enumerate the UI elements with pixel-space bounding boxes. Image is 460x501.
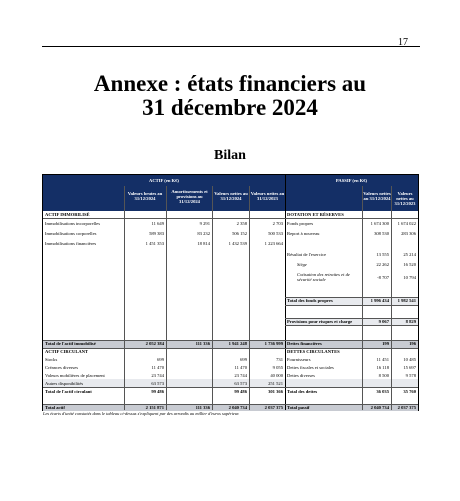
actif-total-value: 111 336 (195, 405, 210, 410)
actif-immo-row-value: 506 152 (232, 231, 247, 236)
passif-row-label: Résultat de l'exercice (287, 252, 327, 257)
row-line (43, 348, 418, 349)
actif-immo-row-value: 1 223 664 (264, 241, 283, 246)
passif-dettes-row-value: 8 500 (378, 373, 389, 378)
passif-provisions-label: Provisions pour risques et charge (287, 319, 353, 324)
actif-immo-row-value: 9 291 (199, 221, 210, 226)
passif-dettes-financieres-value: 196 (409, 341, 416, 346)
actif-circ-row-value: 11 470 (234, 365, 247, 370)
passif-dettes-row-value: 9 578 (405, 373, 416, 378)
row-line (285, 297, 418, 298)
row-line (43, 340, 418, 341)
actif-total-circulant-label: Total de l'actif circulant (45, 389, 92, 394)
passif-row-label: Siège (297, 262, 307, 267)
passif-dettes-financieres-value: 199 (382, 341, 389, 346)
actif-circ-row-label: Valeurs mobilières de placement (45, 373, 105, 378)
actif-total-immobilise-value: 1 736 999 (264, 341, 283, 346)
passif-row-value: 1 674 022 (397, 221, 416, 226)
actif-circ-row-value: 9 055 (272, 365, 283, 370)
passif-row-value: 16 520 (403, 262, 416, 267)
actif-immo-row-value: 2 703 (272, 221, 283, 226)
passif-provisions-value: 8 829 (405, 319, 416, 324)
row-line (43, 404, 418, 405)
actif-total-value: 2 040 734 (228, 405, 247, 410)
passif-capitaux-title: DOTATION ET RÉSERVES (287, 212, 344, 217)
actif-immo-row-value: 1 451 353 (145, 241, 164, 246)
section-subtitle: Bilan (214, 148, 246, 163)
passif-total-value: 2 037 375 (397, 405, 416, 410)
passif-row-label: Cotisation des retraites et de sécurité sociale (297, 272, 350, 283)
actif-circ-row-label: Créances diverses (45, 365, 79, 370)
passif-row-value: -8 707 (377, 275, 389, 280)
passif-row-label: Report à nouveau (287, 231, 320, 236)
actif-total-immobilise-value: 111 336 (195, 341, 210, 346)
actif-circ-row-value: 40 000 (270, 373, 283, 378)
passif-total-dettes-label: Total des dettes (287, 389, 318, 394)
passif-dettes-financieres-label: Dettes financières (287, 341, 322, 346)
balance-sheet-table (42, 174, 419, 411)
row-line (285, 218, 418, 219)
actif-total-label: Total actif (45, 405, 65, 410)
actif-col-brut: Valeurs brutes au 31/12/2024 (125, 191, 165, 201)
passif-provisions-value: 9 067 (378, 319, 389, 324)
actif-total-immobilise-value: 1 941 248 (228, 341, 247, 346)
passif-row-value: 10 794 (403, 275, 416, 280)
passif-row-value: 13 555 (376, 252, 389, 257)
actif-header: ACTIF (en K€) (43, 175, 285, 186)
actif-immobilise-title: ACTIF IMMOBILISÉ (45, 212, 90, 217)
actif-col-net24: Valeurs nettes au 31/12/2024 (214, 191, 248, 202)
row-line (43, 387, 418, 388)
actif-total-circulant-value: 99 486 (151, 389, 164, 394)
passif-dettes-row-label: Dettes fiscales et sociales (287, 365, 334, 370)
page-number: 17 (398, 37, 408, 48)
passif-dettes-row-value: 15 697 (403, 365, 416, 370)
col-divider (166, 186, 167, 410)
actif-immo-row-value: 2 358 (236, 221, 247, 226)
passif-col-net24: Valeurs nettes au 31/12/2024 (363, 191, 391, 202)
passif-dettes-row-value: 16 118 (376, 365, 389, 370)
actif-immo-row-value: 18 814 (197, 241, 210, 246)
actif-immo-row-value: 83 232 (197, 231, 210, 236)
actif-circ-row-value: 251 521 (268, 381, 283, 386)
actif-circulant-title: ACTIF CIRCULANT (45, 349, 89, 354)
actif-col-amort: Amortissements et provisions au 31/12/2024 (167, 189, 212, 205)
actif-total-immobilise-label: Total de l'actif immobilisé (45, 341, 96, 346)
actif-circ-row-value: 699 (157, 357, 164, 362)
footnote: Les écarts d'unité constatés dans le tableau ci-dessus s'expliquent par des arrondis au millier d'euros supérieur. (43, 411, 240, 416)
actif-total-circulant-value: 301 366 (268, 389, 283, 394)
actif-immo-row-label: Immobilisations financières (45, 241, 97, 246)
row-line (285, 305, 418, 306)
passif-row-label: Fonds propres (287, 221, 314, 226)
passif-row-value: 25 214 (403, 252, 416, 257)
actif-circ-row-value: 731 (276, 357, 283, 362)
actif-circ-row-value: 23 744 (234, 373, 247, 378)
actif-circ-row-value: 63 573 (234, 381, 247, 386)
actif-immo-row-value: 500 533 (268, 231, 283, 236)
actif-circ-row-value: 63 573 (151, 381, 164, 386)
passif-dettes-row-value: 11 451 (376, 357, 389, 362)
row-line (43, 218, 285, 219)
passif-total-value: 2 040 734 (370, 405, 389, 410)
actif-immo-row-value: 11 649 (151, 221, 164, 226)
page-title (0, 72, 460, 120)
actif-circ-row-value: 699 (240, 357, 247, 362)
actif-immo-row-value: 589 383 (149, 231, 164, 236)
actif-total-value: 2 037 375 (264, 405, 283, 410)
passif-header: PASSIF (en K€) (285, 175, 418, 186)
passif-total-fonds-value: 1 996 434 (370, 298, 389, 303)
passif-total-dettes-value: 35 760 (403, 389, 416, 394)
passif-total-label: Total passif (287, 405, 310, 410)
actif-immo-row-value: 1 432 539 (228, 241, 247, 246)
actif-immo-row-label: Immobilisations incorporelles (45, 221, 100, 226)
passif-dettes-row-value: 10 485 (403, 357, 416, 362)
actif-circ-row-value: 11 470 (151, 365, 164, 370)
actif-circ-row-label: Stocks (45, 357, 58, 362)
passif-total-fonds-value: 1 982 541 (397, 298, 416, 303)
passif-dettes-row-label: Dettes diverses (287, 373, 315, 378)
actif-circ-row-label: Autres disponibilités (45, 381, 84, 386)
passif-dettes-title: DETTES CIRCULANTES (287, 349, 340, 354)
passif-row-value: 308 530 (374, 231, 389, 236)
actif-circ-row-value: 23 744 (151, 373, 164, 378)
actif-immo-row-label: Immobilisations corporelles (45, 231, 97, 236)
actif-col-net23: Valeurs nettes au 31/12/2023 (250, 191, 285, 202)
passif-total-fonds-label: Total des fonds propres (287, 298, 333, 303)
actif-total-immobilise-value: 2 052 384 (145, 341, 164, 346)
passif-row-value: 1 674 300 (370, 221, 389, 226)
passif-total-dettes-value: 36 035 (376, 389, 389, 394)
actif-total-circulant-value: 99 486 (234, 389, 247, 394)
passif-row-value: 283 306 (401, 231, 416, 236)
row-line (285, 318, 418, 319)
header-rule (42, 46, 420, 47)
row-line (285, 325, 418, 326)
actif-total-value: 2 151 871 (145, 405, 164, 410)
passif-col-net23: Valeurs nettes au 31/12/2023 (392, 191, 418, 207)
col-divider (285, 175, 286, 410)
passif-dettes-row-label: Fournisseurs (287, 357, 311, 362)
title-line-2: 31 décembre 2024 (142, 95, 318, 120)
passif-row-value: 22 262 (376, 262, 389, 267)
title-line-1: Annexe : états financiers au (93, 71, 367, 96)
